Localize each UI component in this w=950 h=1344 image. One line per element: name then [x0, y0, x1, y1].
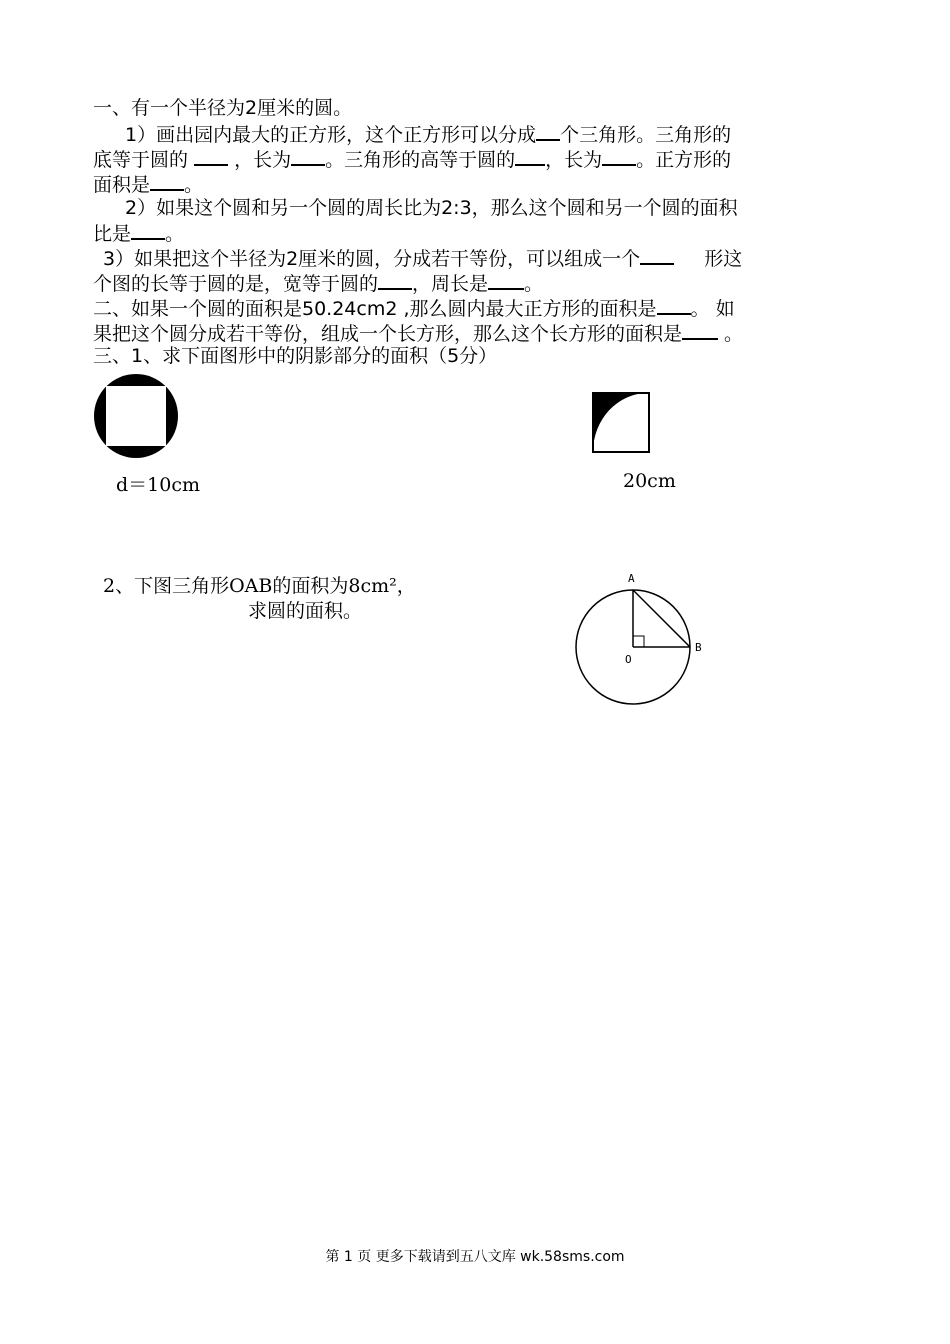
blank — [150, 171, 184, 191]
q1-part1-line3: 面积是 。 — [93, 171, 203, 197]
square-quarter-figure — [592, 392, 652, 454]
inscribed-square — [106, 386, 166, 446]
fig1-label: d＝10cm — [116, 474, 200, 496]
q1-part3-line2: 个图的长等于圆的是，宽等于圆的 ，周长是 。 — [93, 270, 543, 296]
blank — [515, 146, 545, 166]
q1-part1-line2: 底等于圆的 ，长为 。三角形的高等于圆的 ，长为 。正方形的 — [93, 146, 731, 172]
q1-part3-line1: 3）如果把这个半径为2厘米的圆，分成若干等份，可以组成一个 形这 — [103, 245, 742, 271]
blank — [378, 270, 412, 290]
blank — [488, 270, 524, 290]
sub2-line1: 2、下图三角形OAB的面积为8cm²， — [103, 575, 416, 597]
q3-title: 三、1、求下面图形中的阴影部分的面积（5分） — [93, 345, 498, 367]
point-a-label: A — [628, 572, 635, 585]
q2-line2: 果把这个圆分成若干等份，组成一个长方形，那么这个长方形的面积是 。 — [93, 320, 743, 346]
shaded-region — [593, 393, 648, 452]
blank — [131, 220, 165, 240]
page-footer: 第 1 页 更多下载请到五八文库 wk.58sms.com — [325, 1249, 625, 1265]
blank — [682, 320, 718, 340]
blank — [194, 146, 228, 166]
circle-square-figure — [92, 372, 180, 460]
q1-part1-line1: 1）画出园内最大的正方形，这个正方形可以分成 个三角形。三角形的 — [125, 121, 731, 147]
blank — [602, 146, 636, 166]
circle-triangle-figure — [570, 568, 720, 713]
q2-line1: 二、如果一个圆的面积是50.24cm2 ,那么圆内最大正方形的面积是 。 如 — [93, 295, 735, 321]
point-b-label: B — [695, 641, 702, 654]
sub2-line2: 求圆的面积。 — [248, 600, 363, 622]
right-angle-mark — [633, 636, 644, 647]
fig2-label: 20cm — [623, 470, 676, 492]
segment-ab — [633, 590, 690, 647]
blank — [291, 146, 325, 166]
blank — [640, 245, 674, 265]
blank — [536, 121, 560, 141]
q1-part2-line1: 2）如果这个圆和另一个圆的周长比为2:3，那么这个圆和另一个圆的面积 — [125, 197, 738, 219]
point-o-label: O — [625, 653, 632, 666]
q1-part2-line2: 比是 。 — [93, 220, 184, 246]
blank — [657, 295, 691, 315]
q1-title: 一、有一个半径为2厘米的圆。 — [93, 97, 353, 119]
